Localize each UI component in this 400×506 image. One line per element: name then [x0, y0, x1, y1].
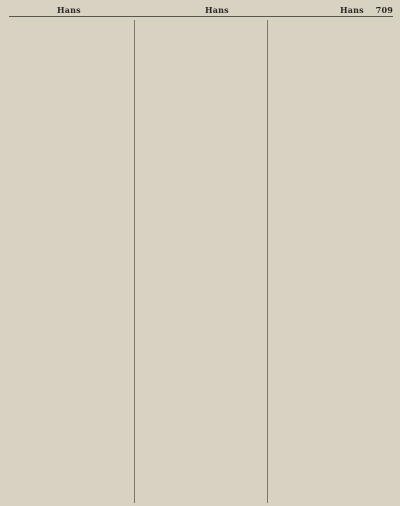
running-head	[9, 4, 393, 17]
column-middle	[142, 20, 260, 503]
column-divider-2	[267, 20, 268, 503]
header-left-word: Hans	[57, 5, 81, 15]
page-number: 709	[375, 5, 393, 15]
column-right	[275, 20, 393, 503]
text-columns	[9, 20, 393, 503]
column-left	[9, 20, 127, 503]
column-divider-1	[134, 20, 135, 503]
header-right-word: Hans	[340, 5, 364, 15]
header-center-word: Hans	[205, 5, 229, 15]
